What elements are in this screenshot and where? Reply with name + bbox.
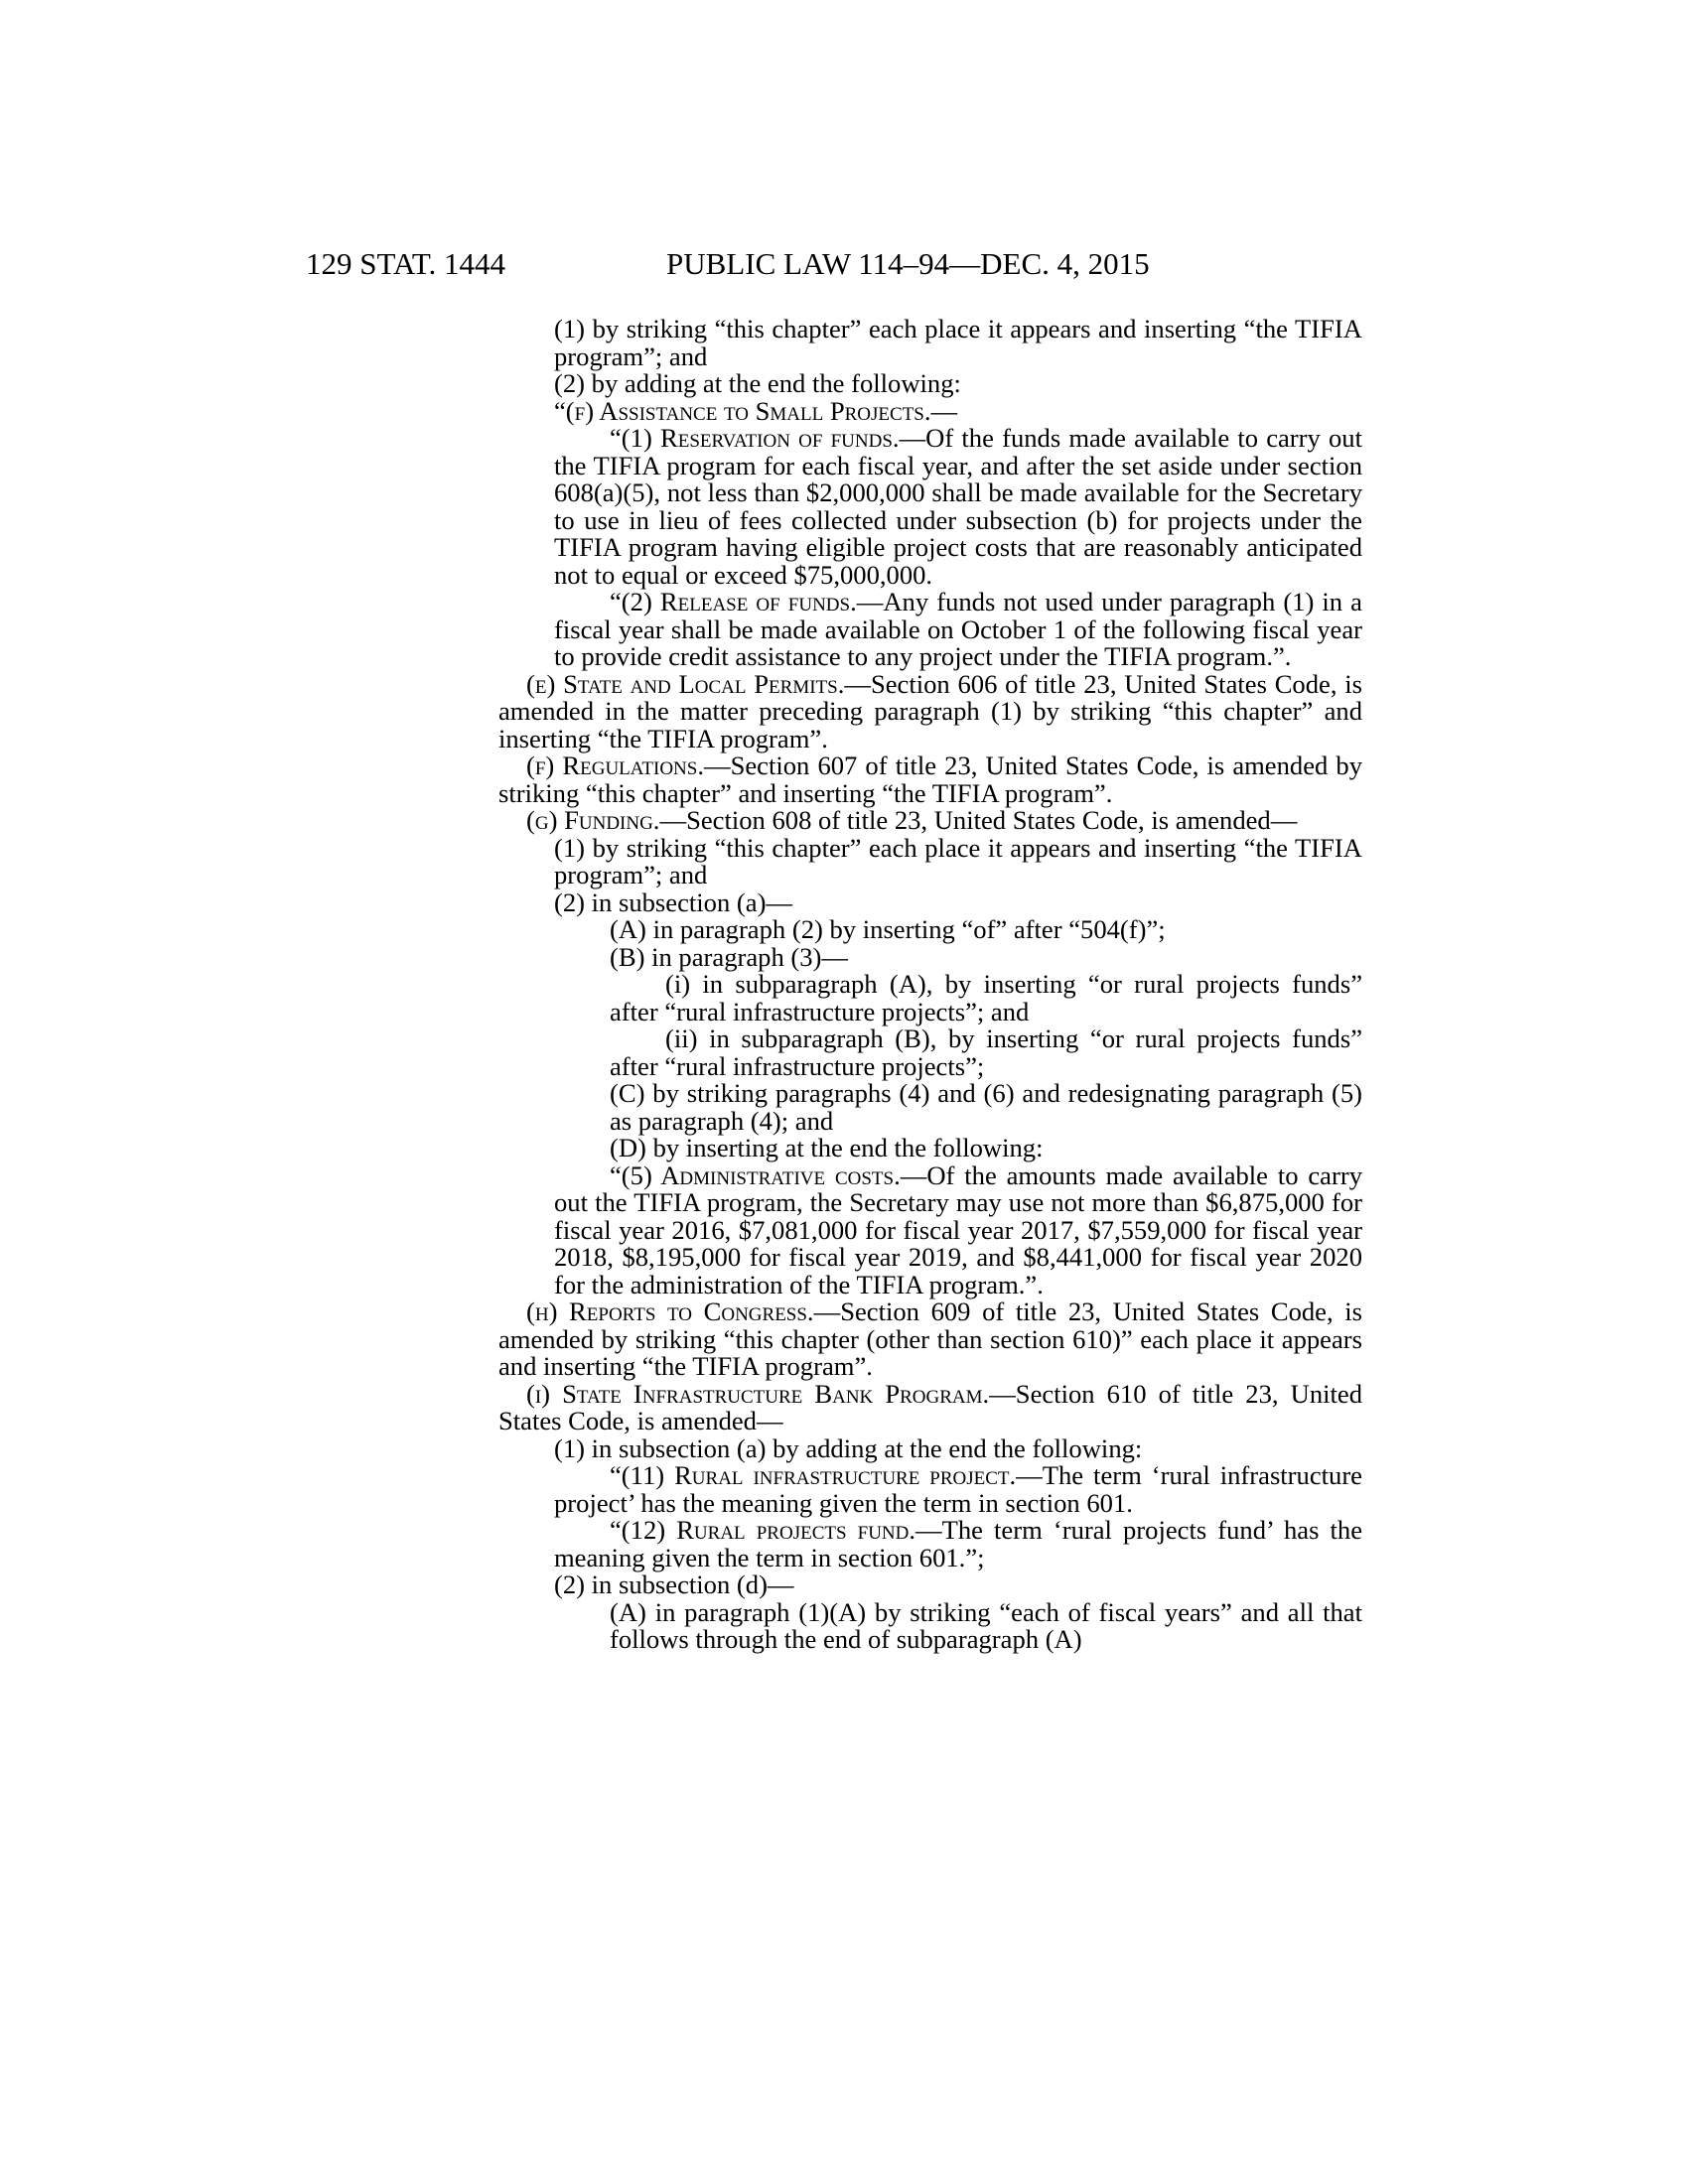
paragraph-text: Section 607 of title 23, United States Code, is amended by striking “this chapter” and inserting “the TIFIA program”. (498, 751, 1362, 808)
paragraph-text: The term ‘rural infrastructure project’ has the meaning given the term in section 601. (554, 1460, 1362, 1518)
paragraph-text: Of the amounts made available to carry out the TIFIA program, the Secretary may use not more than $6,875,000 for fiscal year 2016, $7,081,000 for fiscal year 2017, $7,559,000 for fiscal year 2018, $8,195,000 for fiscal year 2019, and $8,441,000 for fiscal year 2020 for the administration of the TIFIA program.”. (554, 1160, 1362, 1299)
paragraph (498, 589, 1362, 671)
paragraph-text: (1) by striking “this chapter” each place it appears and inserting “the TIFIA program”; and (554, 832, 1362, 889)
paragraph-text: (D) by inserting at the end the following: (610, 1133, 1044, 1162)
subsection-heading (498, 395, 1362, 426)
paragraph (498, 1517, 1362, 1571)
paragraph-text: The term ‘rural projects fund’ has the meaning given the term in section 601.”; (554, 1515, 1363, 1572)
paragraph-text: (2) in subsection (d)— (554, 1570, 794, 1599)
paragraph-lead: (f) Regulations.— (526, 751, 731, 780)
paragraph (498, 668, 1362, 753)
paragraph-lead: “(f) Assistance to Small Projects.— (554, 395, 958, 426)
paragraph (498, 316, 1362, 370)
paragraph-text: (i) in subparagraph (A), by inserting “or rural projects funds” after “rural infrastructure projects”; and (610, 969, 1362, 1026)
paragraph (498, 916, 1362, 944)
statute-page-number: 129 STAT. 1444 (306, 246, 506, 281)
paragraph (498, 1596, 1362, 1654)
paragraph-text: Of the funds made available to carry out the TIFIA program for each fiscal year, and after the set aside under section 608(a)(5), not less than $2,000,000 shall be made available for the Secretary to use in lieu of fees collected under subsection (b) for projects under the TIFIA program having eligible project costs that are reasonably anticipated not to equal or exceed $75,000,000. (554, 423, 1362, 590)
paragraph-text: (A) in paragraph (2) by inserting “of” after “504(f)”; (610, 914, 1166, 944)
paragraph (498, 1135, 1362, 1162)
paragraph (498, 1162, 1362, 1299)
paragraph-lead: (e) State and Local Permits.— (526, 668, 871, 699)
paragraph-text: Section 610 of title 23, United States Code, is amended— (498, 1378, 1362, 1435)
paragraph-text: Section 608 of title 23, United States Code, is amended— (686, 805, 1298, 835)
paragraph-lead: (h) Reports to Congress.— (526, 1297, 841, 1326)
paragraph-lead: (g) Funding.— (526, 805, 687, 835)
paragraph-lead: “(5) Administrative costs.— (610, 1160, 927, 1190)
paragraph-text: Any funds not used under paragraph (1) in a fiscal year shall be made available on October 1 of the following fiscal year to provide credit assistance to any project under the TIFIA program.”. (554, 587, 1362, 671)
paragraph (498, 370, 1362, 398)
paragraph (498, 1298, 1362, 1381)
paragraph (498, 1080, 1362, 1135)
paragraph-lead: “(12) Rural projects fund.— (610, 1515, 942, 1545)
paragraph-text: Section 606 of title 23, United States Code, is amended in the matter preceding paragraph (1) by striking “this chapter” and inserting “the TIFIA program”. (498, 668, 1362, 753)
paragraph-lead: “(11) Rural infrastructure project.— (610, 1460, 1043, 1490)
paragraph-text: (A) in paragraph (1)(A) by striking “each of fiscal years” and all that follows through the end of subparagraph (A) (610, 1596, 1362, 1654)
paragraph-text: (B) in paragraph (3)— (610, 941, 848, 972)
paragraph (498, 1571, 1362, 1599)
law-text-body (498, 316, 1362, 1654)
paragraph-text: (1) by striking “this chapter” each place it appears and inserting “the TIFIA program”; and (554, 314, 1362, 371)
public-law-running-head: PUBLIC LAW 114–94—DEC. 4, 2015 (666, 246, 1150, 281)
paragraph-text: (ii) in subparagraph (B), by inserting “or rural projects funds” after “rural infrastructure projects”; (610, 1024, 1362, 1081)
paragraph (498, 889, 1362, 917)
paragraph (498, 941, 1362, 972)
paragraph (498, 1435, 1362, 1463)
paragraph-text: (C) by striking paragraphs (4) and (6) and redesignating paragraph (5) as paragraph (4); and (610, 1078, 1362, 1136)
paragraph-text: (2) by adding at the end the following: (554, 368, 961, 398)
paragraph (498, 807, 1362, 835)
paragraph (498, 1462, 1362, 1517)
paragraph (498, 1378, 1362, 1435)
paragraph (498, 1025, 1362, 1080)
page-header (0, 244, 1688, 284)
paragraph-text: (1) in subsection (a) by adding at the end the following: (554, 1433, 1143, 1463)
paragraph-lead: “(1) Reservation of funds.— (610, 423, 926, 453)
paragraph (498, 425, 1362, 589)
paragraph-lead: (i) State Infrastructure Bank Program.— (526, 1378, 1016, 1409)
paragraph-text: (2) in subsection (a)— (554, 887, 793, 917)
paragraph (498, 752, 1362, 807)
paragraph (498, 832, 1362, 889)
paragraph-lead: “(2) Release of funds.— (610, 587, 884, 616)
paragraph-text: Section 609 of title 23, United States Code, is amended by striking “this chapter (other than section 610)” each place it appears and inserting “the TIFIA program”. (498, 1297, 1362, 1381)
paragraph (498, 971, 1362, 1025)
